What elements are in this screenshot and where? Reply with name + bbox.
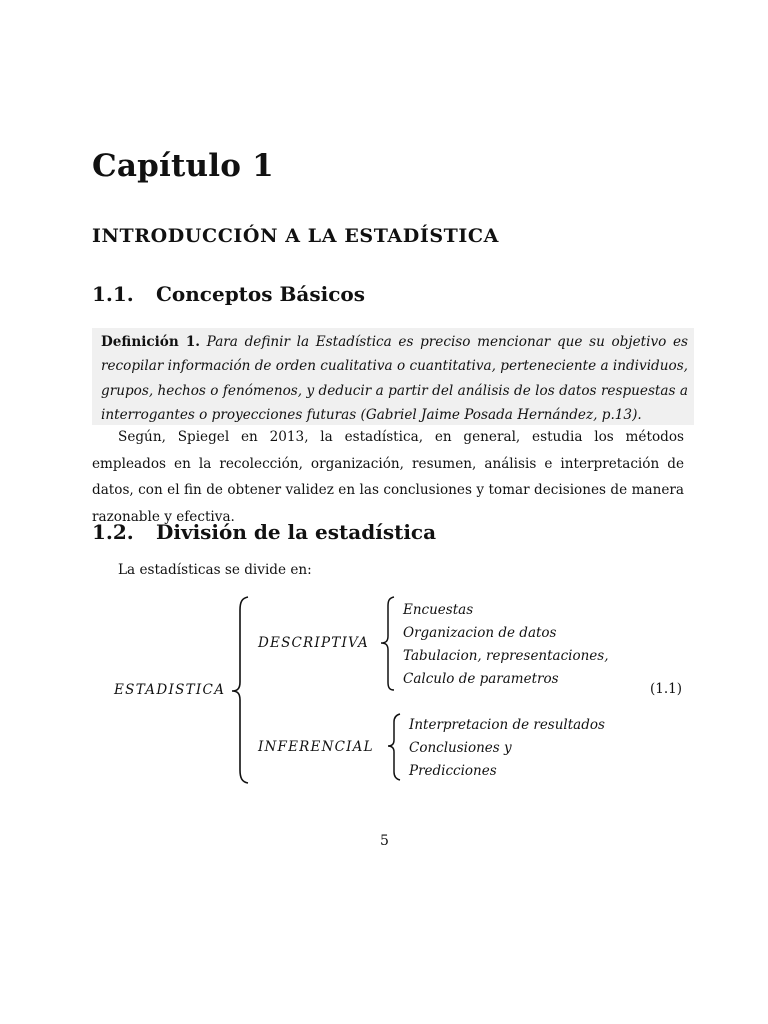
section-title: Conceptos Básicos — [156, 282, 365, 306]
definition-label: Definición 1. — [101, 334, 201, 350]
descriptiva-item: Organizacion de datos — [403, 625, 557, 641]
inferencial-brace — [388, 714, 400, 780]
inferencial-item: Predicciones — [409, 763, 497, 779]
page-number: 5 — [380, 833, 389, 849]
section-title: División de la estadística — [156, 520, 437, 544]
section-number: 1.1. — [92, 282, 134, 306]
section-intro: La estadísticas se divide en: — [118, 562, 312, 578]
inferencial-item: Conclusiones y — [409, 740, 512, 756]
chapter-title: Capítulo 1 — [92, 148, 274, 184]
section-heading-1 — [92, 282, 365, 306]
definition-text: Para definir la Estadística es preciso mencionar que su objetivo es recopilar información de orden cualitativa o cuantitativa, perteneciente a individuos, grupos, hechos o fenómenos, y deducir a partir del análisis de los datos respuestas a interrogantes o proyecciones futuras (Gabriel Jaime Posada Hernández, p.13). — [101, 334, 688, 423]
descriptiva-brace — [381, 597, 394, 690]
equation-number: (1.1) — [650, 681, 683, 697]
section-heading-2 — [92, 520, 436, 544]
descriptiva-item: Tabulacion, representaciones, — [403, 648, 609, 664]
chapter-subtitle: INTRODUCCIÓN A LA ESTADÍSTICA — [92, 225, 499, 247]
inferencial-item: Interpretacion de resultados — [409, 717, 605, 733]
definition-box — [92, 328, 694, 425]
section-number: 1.2. — [92, 520, 134, 544]
branch-label-inferencial: INFERENCIAL — [258, 739, 374, 755]
branch-label-descriptiva: DESCRIPTIVA — [258, 635, 369, 651]
descriptiva-item: Calculo de parametros — [403, 671, 559, 687]
body-paragraph: Según, Spiegel en 2013, la estadística, en general, estudia los métodos empleados en la recolección, organización, resumen, análisis e interpretación de datos, con el fin de obtener validez en las conclusiones y tomar decisiones de manera razonable y efectiva. — [92, 429, 684, 525]
root-brace — [232, 597, 248, 783]
descriptiva-item: Encuestas — [403, 602, 474, 618]
definition-paragraph — [92, 328, 694, 427]
diagram-root: ESTADISTICA — [114, 682, 226, 698]
